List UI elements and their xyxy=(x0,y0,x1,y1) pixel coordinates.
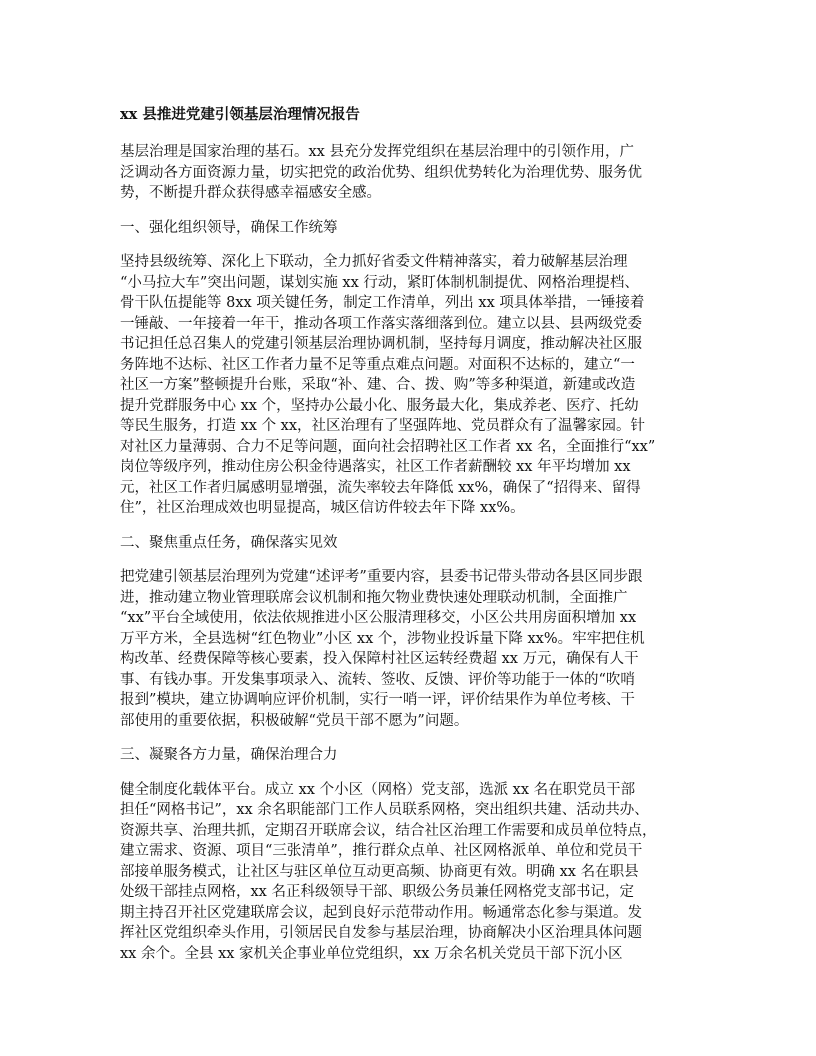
text-line: 骨干队伍提能等 8xx 项关键任务，制定工作清单，列出 xx 项具体举措，一锤接着 xyxy=(120,295,645,311)
text-line: 期主持召开社区党建联席会议，起到良好示范带动作用。畅通常态化参与渠道。发 xyxy=(120,904,642,921)
intro-paragraph xyxy=(120,142,710,204)
text-line: 一锤敲、一年接着一年干，推动各项工作落实落细落到位。建立以县、县两级党委 xyxy=(120,315,642,332)
text-line: 事、有钱办事。开发集事项录入、流转、签收、反馈、评价等功能于一体的“吹哨 xyxy=(120,671,635,688)
text-line: 部使用的重要依据，积极破解“党员干部不愿为”问题。 xyxy=(120,712,469,729)
text-line: 岗位等级序列，推动住房公积金待遇落实，社区工作者薪酬较 xx 年平均增加 xx xyxy=(120,459,631,475)
text-line: 住”，社区治理成效也明显提高，城区信访件较去年下降 xx%。 xyxy=(120,500,525,516)
text-line: 构改革、经费保障等核心要素，投入保障村社区运转经费超 xx 万元，确保有人干 xyxy=(120,651,639,667)
text-line: 部接单服务模式，让社区与驻区单位互动更高频、协商更有效。明确 xx 名在职县 xyxy=(120,863,639,880)
text-line: 泛调动各方面资源力量，切实把党的政治优势、组织优势转化为治理优势、服务优 xyxy=(120,164,642,181)
text-line: 势，不断提升群众获得感幸福感安全感。 xyxy=(120,185,381,201)
section-paragraph-1 xyxy=(120,252,710,519)
text-line: 等民生服务，打造 xx 个 xx，社区治理有了坚强阵地、党员群众有了温馨家园。针 xyxy=(120,418,646,434)
section-paragraph-2 xyxy=(120,567,710,731)
section-heading-3: 三、凝聚各方力量，确保治理合力 xyxy=(120,747,338,763)
text-line: 社区一方案”整顿提升台账，采取“补、建、合、拨、购”等多种渠道，新建或改造 xyxy=(120,377,636,393)
text-line: 担任“网格书记”，xx 余名职能部门工作人员联系网格，突出组织共建、活动共办、 xyxy=(120,802,649,818)
section-paragraph-3 xyxy=(120,780,710,965)
text-line: xx 余个。全县 xx 家机关企事业单位党组织，xx 万余名机关党员干部下沉小区 xyxy=(120,945,623,962)
text-line: 把党建引领基层治理列为党建“述评考”重要内容，县委书记带头带动各县区同步跟 xyxy=(120,569,643,585)
text-line: 处级干部挂点网格，xx 名正科级领导干部、职级公务员兼任网格党支部书记，定 xyxy=(120,884,634,900)
text-line: 健全制度化载体平台。成立 xx 个小区（网格）党支部，选派 xx 名在职党员干部 xyxy=(120,781,636,798)
document-title: xx 县推进党建引领基层治理情况报告 xyxy=(120,106,360,123)
text-line: 进，推动建立物业管理联席会议机制和拖欠物业费快速处理联动机制，全面推广 xyxy=(120,589,628,606)
text-line: 基层治理是国家治理的基石。xx 县充分发挥党组织在基层治理中的引领作用，广 xyxy=(120,144,634,160)
text-line: 书记担任总召集人的党建引领基层治理协调机制，坚持每月调度，推动解决社区服 xyxy=(120,336,642,352)
text-line: 万平方米，全县选树“红色物业”小区 xx 个，涉物业投诉量下降 xx%。牢牢把住机 xyxy=(120,630,645,647)
text-line: 提升党群服务中心 xx 个，坚持办公最小化、服务最大化，集成养老、医疗、托幼 xyxy=(120,397,639,414)
text-line: “小马拉大车”突出问题，谋划实施 xx 行动，紧盯体制机制提优、网格治理提档、 xyxy=(120,274,639,291)
section-heading-2: 二、聚焦重点任务，确保落实见效 xyxy=(120,534,338,551)
text-line: 对社区力量薄弱、合力不足等问题，面向社会招聘社区工作者 xx 名，全面推行“xx” xyxy=(120,438,656,455)
text-line: 坚持县级统筹、深化上下联动，全力抓好省委文件精神落实，着力破解基层治理 xyxy=(120,254,628,270)
text-line: 建立需求、资源、项目“三张清单”，推行群众点单、社区网格派单、单位和党员干 xyxy=(120,843,643,859)
text-line: 报到”模块，建立协调响应评价机制，实行一哨一评，评价结果作为单位考核、干 xyxy=(120,692,635,708)
text-line: “xx”平台全域使用，依法依规推进小区公服清理移交，小区公共用房面积增加 xx xyxy=(120,610,637,626)
document-page xyxy=(120,104,710,978)
text-line: 资源共享、治理共抓，定期召开联席会议，结合社区治理工作需要和成员单位特点， xyxy=(120,822,657,839)
text-line: 挥社区党组织牵头作用，引领居民自发参与基层治理，协商解决小区治理具体问题 xyxy=(120,925,642,941)
text-line: 元，社区工作者归属感明显增强，流失率较去年降低 xx%，确保了“招得来、留得 xyxy=(120,479,641,496)
text-line: 务阵地不达标、社区工作者力量不足等重点难点问题。对面积不达标的，建立“一 xyxy=(120,356,635,373)
section-heading-1: 一、强化组织领导，确保工作统筹 xyxy=(120,219,338,236)
